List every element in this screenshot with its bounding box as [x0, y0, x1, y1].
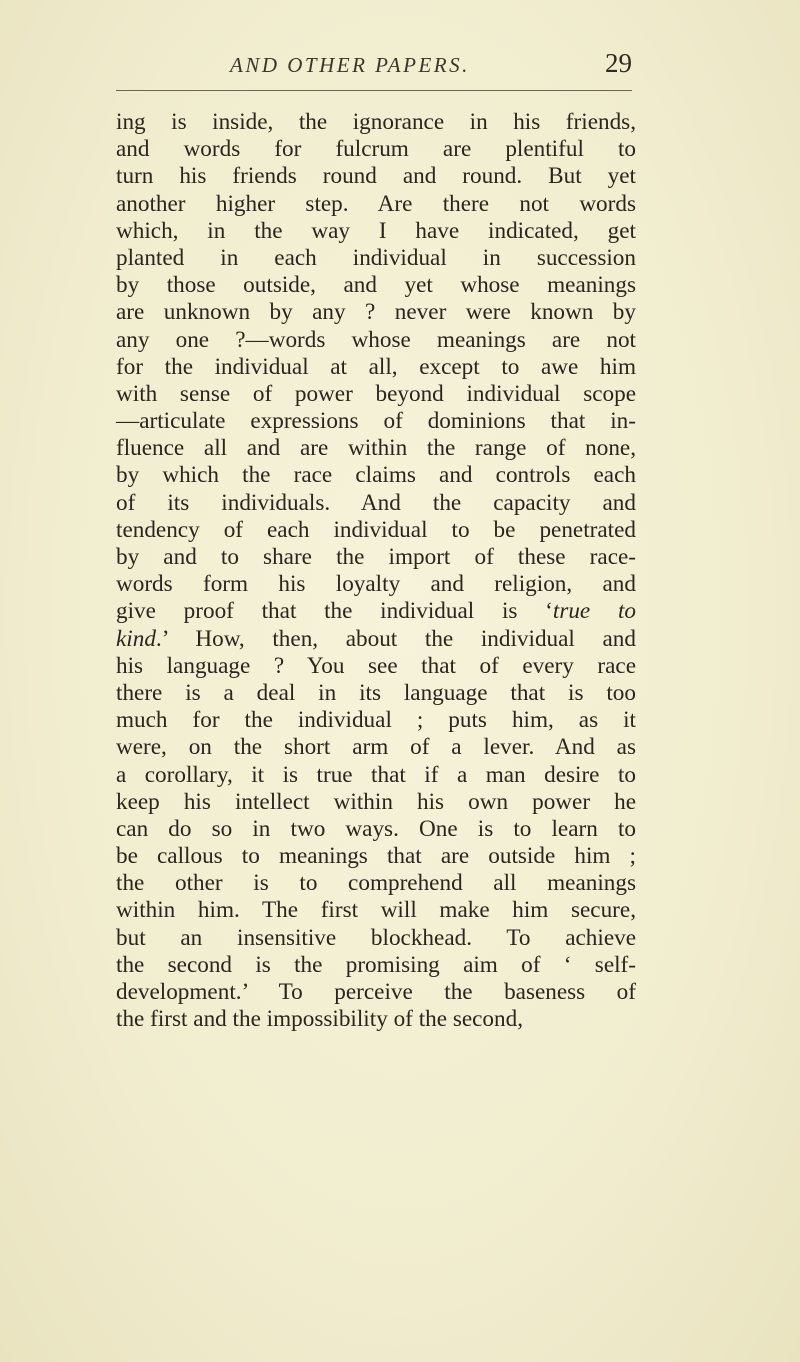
text-line: the first and the impossibility of the second, [116, 1006, 524, 1033]
header-rule [116, 90, 632, 91]
text-line: the other is to comprehend all meanings [116, 870, 636, 897]
text-line: there is a deal in its language that is too [116, 679, 636, 706]
text-line: tendency of each individual to be penetrated [116, 516, 636, 543]
text-line: are unknown by any ? never were known by [116, 299, 636, 326]
text-line: with sense of power beyond individual scope [116, 380, 636, 407]
page-number: 29 [605, 48, 632, 78]
text-line: by those outside, and yet whose meanings [116, 272, 636, 299]
text-line [116, 598, 636, 625]
body-paragraph [116, 109, 636, 1033]
running-head: AND OTHER PAPERS. [230, 53, 470, 77]
italic-phrase: true to [552, 598, 636, 625]
text-line-start: give proof that the individual is ‘ [116, 598, 553, 625]
text-line: development.’ To perceive the baseness of [116, 979, 636, 1005]
text-line: be callous to meanings that are outside him ; [116, 843, 636, 870]
page-header [100, 47, 640, 87]
text-line: his language ? You see that of every race [116, 652, 636, 679]
text-line: by which the race claims and controls each [116, 462, 636, 489]
text-line: another higher step. Are there not words [116, 190, 636, 217]
text-line: and words for fulcrum are plentiful to [116, 136, 636, 163]
italic-phrase: kind [116, 625, 156, 652]
text-line: by and to share the import of these race- [116, 544, 636, 570]
text-line [116, 626, 636, 653]
text-line: but an insensitive blockhead. To achieve [116, 924, 636, 951]
text-line: keep his intellect within his own power he [116, 788, 636, 815]
text-line: of its individuals. And the capacity and [116, 489, 636, 516]
text-line: which, in the way I have indicated, get [116, 217, 636, 244]
text-line: for the individual at all, except to awe him [116, 353, 636, 380]
text-line: fluence all and are within the range of none, [116, 435, 636, 462]
text-line: were, on the short arm of a lever. And as [116, 734, 636, 761]
text-line: the second is the promising aim of ‘ self- [116, 951, 636, 978]
text-line: can do so in two ways. One is to learn to [116, 815, 636, 842]
text-line: planted in each individual in succession [116, 244, 636, 271]
text-line: words form his loyalty and religion, and [116, 571, 636, 598]
text-line: ing is inside, the ignorance in his friends, [116, 109, 636, 135]
text-line: much for the individual ; puts him, as it [116, 707, 636, 734]
text-line: a corollary, it is true that if a man desire to [116, 761, 636, 788]
text-line: within him. The first will make him secure, [116, 897, 636, 924]
text-line: any one ?—words whose meanings are not [116, 326, 636, 353]
text-line-rest: .’ How, then, about the individual and [155, 625, 636, 652]
text-line: turn his friends round and round. But yet [116, 163, 636, 190]
text-line: —articulate expressions of dominions that in- [116, 408, 636, 435]
